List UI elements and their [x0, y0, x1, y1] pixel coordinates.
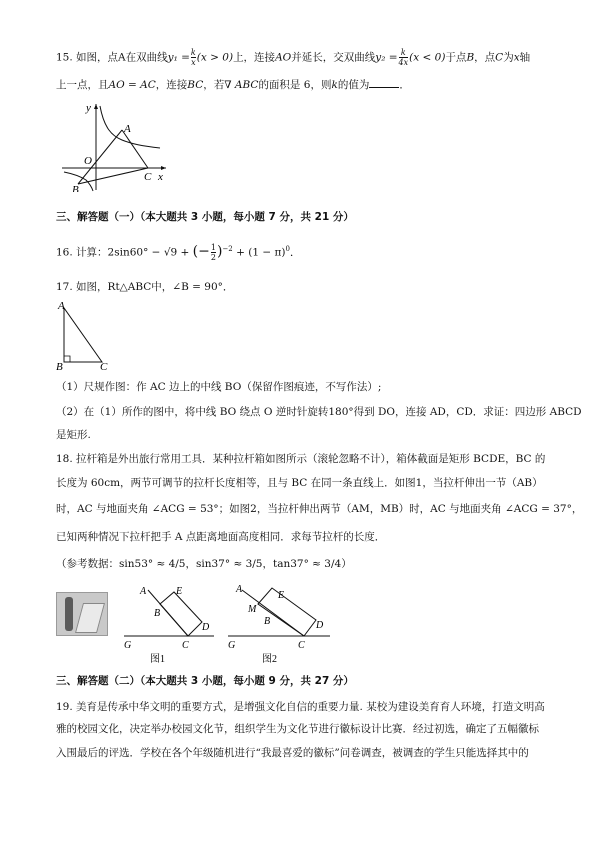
q18-figure-1 — [118, 582, 216, 664]
q15-number: 15. — [56, 51, 73, 64]
q19-line-1: 19. 美育是传承中华文明的重要方式，是增强文化自信的重要力量. 某校为建设美育育人环境，打造文明高 — [56, 701, 545, 713]
q19-line-3: 入围最后的评选．学校在各个年级随机进行“我最喜爱的徽标”问卷调查，被调查的学生只能选择其中的 — [56, 747, 529, 759]
q19-line-2: 雅的校园文化，决定举办校园文化节，组织学生为文化节进行徽标设计比赛．经过初选，确定了五幅徽标 — [56, 723, 539, 735]
q18-line-4: 已知两种情况下拉杆把手 A 点距离地面高度相同．求每节拉杆的长度． — [56, 531, 386, 543]
q17-part-2b: 是矩形. — [56, 429, 91, 441]
label-y: y — [86, 102, 91, 114]
figure-2-caption: 图2 — [262, 654, 277, 664]
label-b: B — [56, 361, 63, 372]
luggage-photo — [56, 592, 108, 636]
svg-text:E: E — [176, 586, 183, 597]
q18-line-2: 长度为 60cm，两节可调节的拉杆长度相等，且与 BC 在同一条直线上．如图1，当拉杆伸出一节（AB） — [56, 477, 543, 489]
q15-frac-1: $\frac{k}{x}$ — [190, 48, 196, 67]
q15-frac-2: $\frac{k}{4x}$ — [398, 48, 409, 67]
label-c: C — [100, 361, 108, 372]
q15-line-1: 15. 如图，点A在双曲线y₁ = $\frac{k}{x}$ (x > 0)上，连接AO并延长，交双曲线y₂ = $\frac{k}{4x}$ (x < 0)于点B，点C为x轴 — [56, 48, 531, 67]
svg-text:A: A — [140, 586, 147, 597]
q18-line-1: 18. 拉杆箱是外出旅行常用工具．某种拉杆箱如图所示（滚轮忽略不计），箱体截面是矩形 BCDE，BC 的 — [56, 453, 546, 465]
q17-stem: 17. 如图，Rt△ABC中，∠B = 90°． — [56, 281, 234, 293]
svg-text:D: D — [316, 620, 324, 631]
svg-text:A: A — [236, 584, 243, 595]
svg-text:D: D — [202, 622, 210, 633]
section-heading-3a: 三、解答题（一）（本大题共 3 小题，每小题 7 分，共 21 分） — [56, 211, 354, 223]
svg-text:E: E — [278, 590, 285, 601]
svg-text:G: G — [124, 640, 132, 651]
q18-reference-data: （参考数据：sin53° ≈ 4/5，sin37° ≈ 3/5，tan37° ≈ 3/4） — [56, 558, 352, 570]
svg-text:B: B — [154, 608, 161, 619]
q17-part-1: （1）尺规作图：作 AC 边上的中线 BO（保留作图痕迹，不写作法）; — [56, 381, 382, 393]
section-heading-3b: 三、解答题（二）（本大题共 3 小题，每小题 9 分，共 27 分） — [56, 675, 354, 687]
q18-line-3: 时，AC 与地面夹角 ∠ACG = 53°；如图2，当拉杆伸出两节（AM，MB）时，AC 与地面夹角 ∠ACG = 37°， — [56, 503, 583, 515]
q18-figure-2 — [222, 582, 332, 664]
answer-blank — [369, 87, 399, 88]
label-o: O — [84, 155, 92, 167]
figure-1-caption: 图1 — [150, 654, 165, 664]
svg-text:M: M — [248, 604, 257, 615]
svg-text:G: G — [228, 640, 236, 651]
q17-part-2a: （2）在（1）所作的图中，将中线 BO 绕点 O 逆时针旋转180°得到 DO，连接 AD，CD．求证：四边形 ABCD — [56, 406, 582, 418]
label-a: A — [124, 123, 131, 135]
label-x: x — [158, 171, 163, 183]
label-c: C — [144, 171, 152, 183]
label-b: B — [72, 184, 79, 192]
svg-text:B: B — [264, 616, 271, 627]
label-a: A — [58, 300, 65, 312]
q16-frac: $\frac{1}{2}$ — [210, 243, 216, 262]
q16-line: 16. 计算：2sin60° − √9 + (− $\frac{1}{2}$ )$^{-2} + (1 - \pi)^0$． — [56, 243, 301, 262]
q15-line-2: 上一点，且AO = AC，连接BC，若∇ ABC的面积是 6，则k的值为 ． — [56, 79, 410, 91]
q17-triangle-figure — [56, 300, 116, 372]
svg-text:C: C — [298, 640, 305, 651]
svg-text:C: C — [182, 640, 189, 651]
q15-hyperbola-figure — [60, 100, 170, 192]
